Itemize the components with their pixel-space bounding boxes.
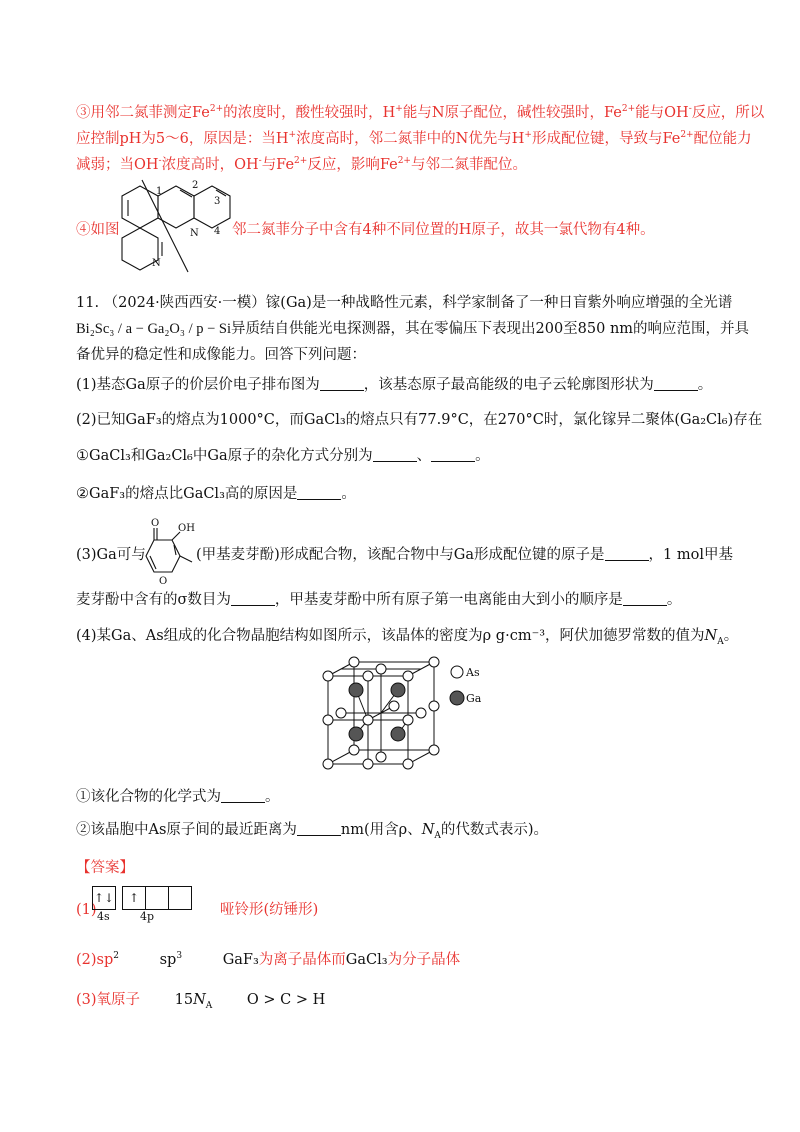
fe-para-line3: 减弱；当OH-浓度高时，OH-与$Fe^{2+}$反应，影响$Fe^{2+}$与邻二氮菲配位。 bbox=[76, 156, 527, 173]
q11-part2: (2)已知GaF₃的熔点为1000°C，而GaCl₃的熔点只有77.9°C，在270°C时，氯化镓异二聚体(Ga₂Cl₆)存在 bbox=[76, 412, 763, 428]
orbital-diagram bbox=[92, 886, 192, 923]
answer-1-label: (1) bbox=[76, 902, 97, 918]
answer-3: (3)氧原子 $15N_A$ O > C > H bbox=[76, 992, 326, 1011]
fe-para-line1: ③用邻二氮菲测定$Fe^{2+}$的浓度时，酸性较强时，H+能与N原子配位，碱性较强时，$Fe^{2+}$能与OH-反应，所以 bbox=[76, 104, 765, 121]
position-label-2: 2 bbox=[192, 180, 199, 191]
ring-o-label: O bbox=[159, 576, 168, 587]
position-label-4: 4 bbox=[214, 226, 221, 237]
hydroxyl-label: OH bbox=[178, 523, 195, 534]
n-atom-label: N bbox=[152, 258, 161, 269]
q11-part2-2: ②GaF₃的熔点比GaCl₃高的原因是 。 bbox=[76, 486, 356, 502]
orbital-4p-box-2 bbox=[146, 886, 169, 910]
h-atom-text: 邻二氮菲分子中含有4种不同位置的H原子，故其一氯代物有4种。 bbox=[232, 222, 655, 238]
legend-ga-label: Ga bbox=[466, 692, 482, 705]
h-atom-prefix: ④如图 bbox=[76, 222, 120, 238]
q11-part3-prefix: (3)Ga可与 bbox=[76, 547, 146, 563]
q11-part3-line2: 麦芽酚中含有的σ数目为 ，甲基麦芽酚中所有原子第一电离能由大到小的顺序是 。 bbox=[76, 592, 682, 608]
orbital-4s-box: ↑↓ bbox=[92, 886, 116, 910]
answer-1-shape: 哑铃形(纺锤形) bbox=[220, 902, 319, 918]
q11-part4: (4)某Ga、As组成的化合物晶胞结构如图所示，该晶体的密度为ρ g·cm⁻³，阿伏加德罗常数的值为$N_A$。 bbox=[76, 628, 739, 647]
position-label-1: 1 bbox=[156, 186, 163, 197]
q11-part2-1: ①GaCl₃和Ga₂Cl₆中Ga原子的杂化方式分别为 、 。 bbox=[76, 448, 490, 464]
position-label-3: 3 bbox=[214, 196, 221, 207]
answer-2: $(2)sp^2$ $sp^3$ GaF₃为离子晶体而GaCl₃为分子晶体 bbox=[76, 951, 461, 968]
fe-para-line2: 应控制pH为5～6，原因是：当H+浓度高时，邻二氮菲中的N优先与H+形成配位键，导致与$Fe^{2+}$配位能力 bbox=[76, 130, 752, 147]
orbital-4p-label: 4p bbox=[140, 910, 155, 923]
answer-title: 【答案】 bbox=[76, 860, 134, 876]
orbital-4p-box-3 bbox=[169, 886, 192, 910]
q11-line3: 备优异的稳定性和成像能力。回答下列问题： bbox=[76, 347, 366, 363]
orbital-4p-box-1: ↑ bbox=[122, 886, 146, 910]
q11-part3: (甲基麦芽酚)形成配合物，该配合物中与Ga形成配位键的原子是 ，1 mol甲基 bbox=[196, 547, 733, 563]
carbonyl-o-label: O bbox=[151, 518, 160, 529]
q11-head: 11. （2024·陕西西安·一模）镓(Ga)是一种战略性元素，科学家制备了一种日盲紫外响应增强的全光谱 bbox=[76, 295, 733, 311]
crystal-cell-diagram bbox=[316, 656, 506, 776]
legend-as-label: As bbox=[466, 666, 480, 679]
methyl-maltol-structure bbox=[134, 518, 196, 588]
orbital-4s-label: 4s bbox=[97, 910, 110, 923]
q11-part4-2: ②该晶胞中As原子间的最近距离为 nm(用含ρ、$N_A$的代数式表示)。 bbox=[76, 822, 549, 841]
q11-line2: Bi₂Sc₃ / a − Ga₂O₃ / p − Si异质结自供能光电探测器，其在零偏压下表现出200至850 nm的响应范围，并具 bbox=[76, 321, 750, 337]
phenanthroline-structure bbox=[120, 172, 232, 276]
q11-part4-1: ①该化合物的化学式为 。 bbox=[76, 789, 280, 805]
q11-part1: (1)基态Ga原子的价层价电子排布图为 ，该基态原子最高能级的电子云轮廓图形状为 。 bbox=[76, 377, 713, 393]
n-atom-label: N bbox=[190, 228, 199, 239]
